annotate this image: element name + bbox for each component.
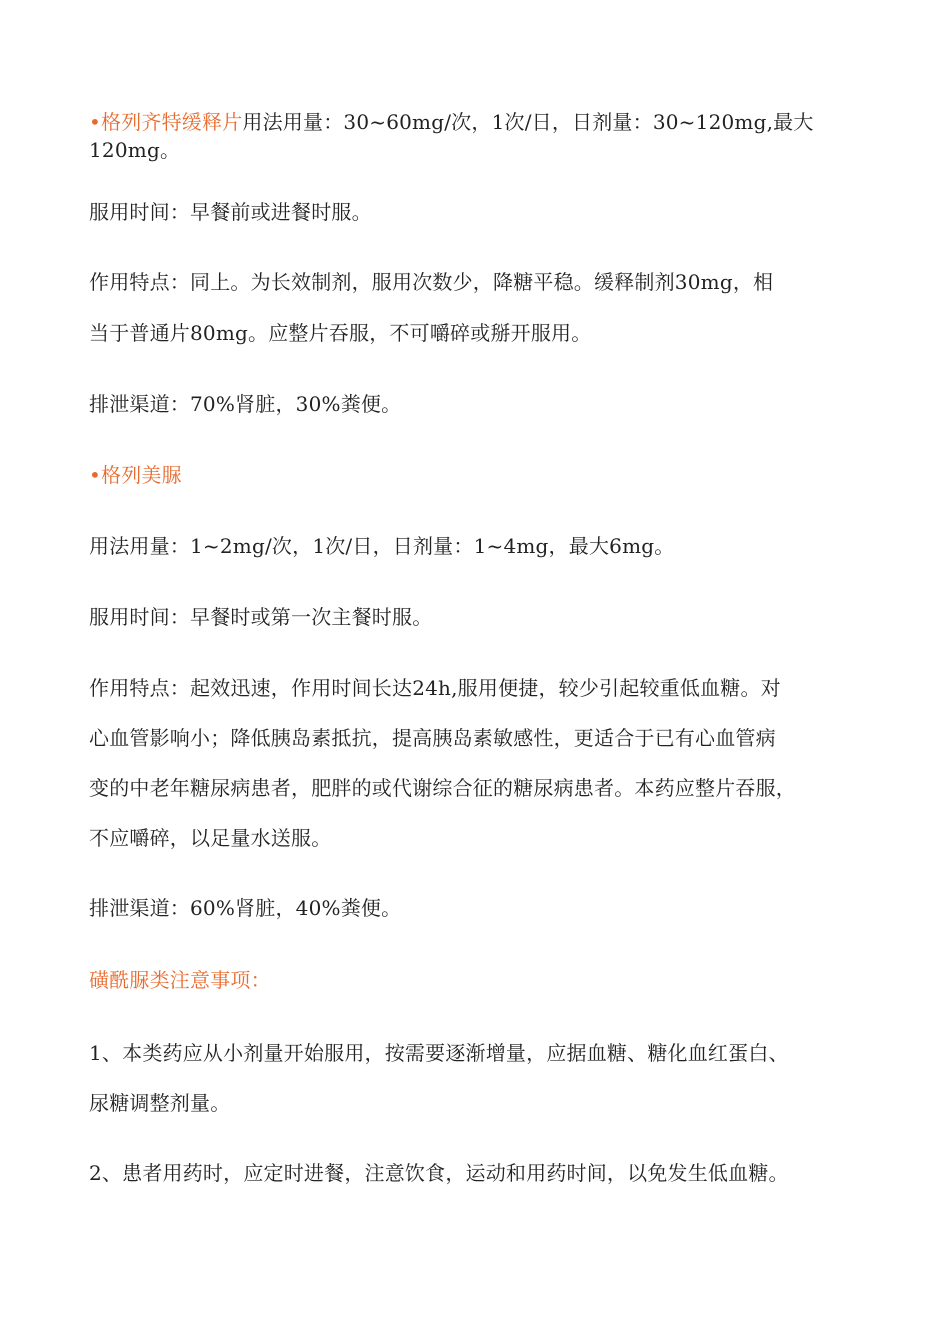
gliclazide-heading: •格列齐特缓释片 [89,110,243,134]
notes-item-2: 2、患者用药时，应定时进餐，注意饮食，运动和用药时间，以免发生低血糖。 [89,1161,789,1185]
glimepiride-excretion: 排泄渠道：60%肾脏，40%粪便。 [89,896,402,920]
gliclazide-features-line-2: 当于普通片80mg。应整片吞服，不可嚼碎或掰开服用。 [89,321,592,345]
gliclazide-excretion: 排泄渠道：70%肾脏，30%粪便。 [89,392,402,416]
gliclazide-dosage-continuation: 120mg。 [89,138,181,162]
glimepiride-timing: 服用时间：早餐时或第一次主餐时服。 [89,605,433,629]
gliclazide-dosage-text: 用法用量：30~60mg/次，1次/日，日剂量：30~120mg,最大 [242,110,814,134]
notes-item-1-line-2: 尿糖调整剂量。 [89,1091,231,1115]
notes-item-1-line-1: 1、本类药应从小剂量开始服用，按需要逐渐增量，应据血糖、糖化血红蛋白、 [89,1041,789,1065]
gliclazide-dosage-line [89,109,814,135]
glimepiride-dosage: 用法用量：1~2mg/次，1次/日，日剂量：1~4mg，最大6mg。 [89,534,675,558]
glimepiride-features-line-2: 心血管影响小；降低胰岛素抵抗，提高胰岛素敏感性，更适合于已有心血管病 [89,726,776,750]
glimepiride-features-line-4: 不应嚼碎，以足量水送服。 [89,826,332,850]
glimepiride-features-line-1: 作用特点：起效迅速，作用时间长达24h,服用便捷，较少引起较重低血糖。对 [89,676,781,700]
gliclazide-timing: 服用时间：早餐前或进餐时服。 [89,200,372,224]
glimepiride-heading: •格列美脲 [89,463,182,487]
notes-heading: 磺酰脲类注意事项： [89,968,271,992]
gliclazide-features-line-1: 作用特点：同上。为长效制剂，服用次数少，降糖平稳。缓释制剂30mg，相 [89,270,774,294]
glimepiride-features-line-3: 变的中老年糖尿病患者，肥胖的或代谢综合征的糖尿病患者。本药应整片吞服， [89,776,796,800]
